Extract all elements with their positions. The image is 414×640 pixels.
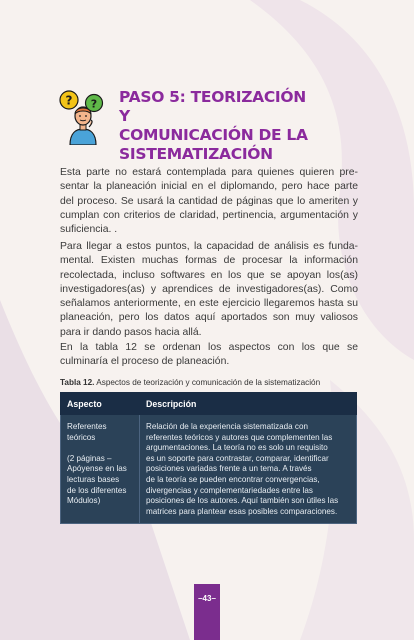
aspect-line: lecturas bases [67,474,120,484]
paragraph-analysis: Para llegar a estos puntos, la capacidad de análisis es funda- mental. Existen muchas formas de procesar la información recolectada, incluso softwares en los que se apoyan los(as) investigadores(as) y aprendices de investigadores(as). Como señalamos anteriormente, en este ejercicio llegaremos hasta su planeación, pero los datos aquí aportados son muy valiosos para ir dando pasos hacia allá. [60,241,358,338]
thinking-person-question-icon [58,87,108,145]
paragraph-intro: Esta parte no estará contemplada para quienes quieren pre- sentar la planeación inicial en el diplomando, pero hace parte del proceso. Se usará la cantidad de páginas que lo ameriten y cumplan con criterios de claridad, pertinencia, argumentación y suficiencia. . [60,167,358,236]
svg-text:?: ? [90,97,98,111]
section-heading [119,88,319,164]
table-caption [60,378,360,387]
svg-text:?: ? [65,93,73,108]
description-line: de la teoría se pueden encontrar convergencias, [146,474,320,484]
aspect-line: de los diferentes [67,485,127,495]
aspect-line: (2 páginas – [67,453,112,463]
aspect-line: Apóyense en las [67,464,127,474]
aspects-table [60,392,357,524]
aspect-line: teóricos [67,432,96,442]
description-line: argumentaciones. La teoría no es solo un requisito [146,443,328,453]
description-line: es un soporte para contrastar, comparar, identificar [146,453,329,463]
heading-line-1: PASO 5: TEORIZACIÓN Y [119,88,306,125]
table-header-row [61,393,357,415]
table-row [61,415,357,524]
aspect-line-gap [67,443,133,454]
aspect-line: Módulos) [67,496,101,506]
description-cell [140,415,357,524]
aspect-cell [61,415,140,524]
description-line: divergencias y complementariedades entre las [146,485,313,495]
aspect-line: Referentes [67,422,107,431]
description-line: referentes teóricos y autores que complementen las [146,432,333,442]
column-header-aspect: Aspecto [61,393,140,415]
footer-page-tab [194,584,220,640]
heading-line-2: COMUNICACIÓN DE LA [119,126,308,144]
description-line: posiciones de los autores. Aquí también son útiles las [146,496,339,506]
description-line: matrices para plantear esas posibles comparaciones. [146,506,338,516]
description-line: posiciones variadas frente a un tema. A través [146,464,312,474]
heading-line-3: SISTEMATIZACIÓN [119,145,273,163]
paragraph-table-reference: En la tabla 12 se ordenan los aspectos con los que se culminaría el proceso de planeación. [60,342,358,368]
column-header-description: Descripción [140,393,357,415]
table-caption-label: Tabla 12. [60,378,95,387]
description-line: Relación de la experiencia sistematizada con [146,422,308,431]
table-caption-text: Aspectos de teorización y comunicación de la sistematización [94,378,321,387]
page-number: –43– [198,594,216,603]
